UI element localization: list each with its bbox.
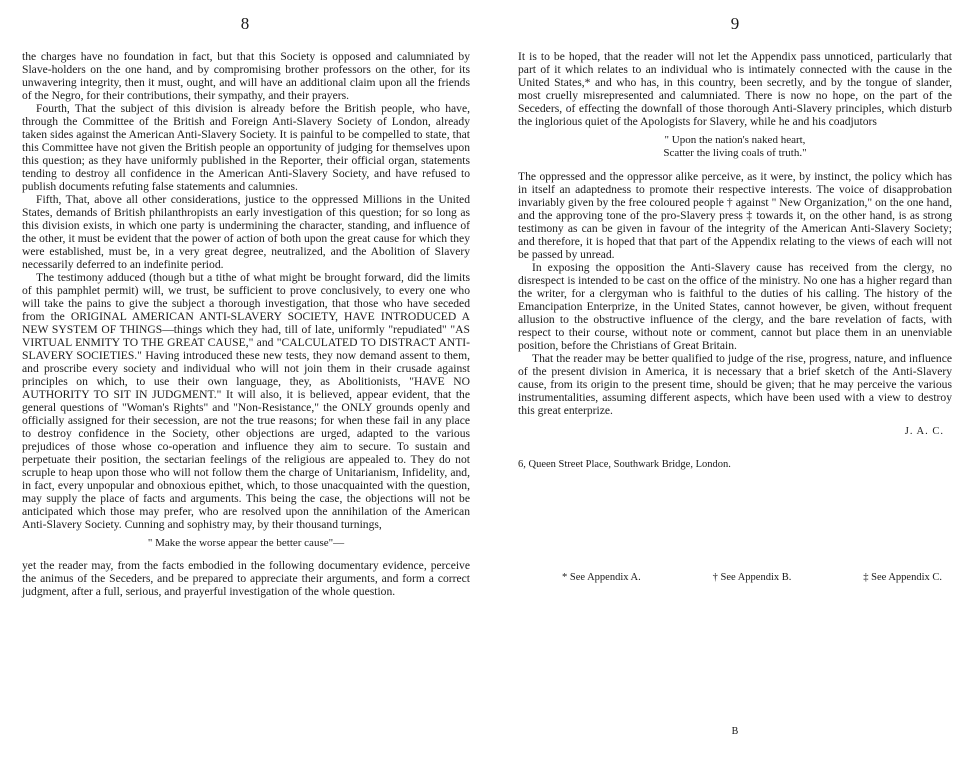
paragraph: That the reader may be better qualified to judge of the rise, progress, nature, and influence of the present division in America, it is necessary that a brief sketch of the Anti-Slavery cause, from its origin to the present time, should be given; that he may perceive the various instrumentalities, assuming different aspects, which have been used with a view to destroy this great enterprize. [518, 352, 952, 417]
paragraph: Fourth, That the subject of this division is already before the British people, who have, through the Committee of the British and Foreign Anti-Slavery Society of London, already taken sides against the American Anti-Slavery Society. It is painful to be compelled to state, that this Committee have not given the British people an opportunity of judging for themselves upon this question; as they have uniformly published in the Reporter, their official organ, statements tending to destroy all confidence in the American Anti-Slavery Society, and have refused to publish documents refuting false statements and calumnies. [22, 102, 470, 193]
right-page [490, 0, 980, 767]
quote-line: Scatter the living coals of truth." [663, 147, 807, 159]
footnote: * See Appendix A. [562, 572, 641, 583]
paragraph: The testimony adduced (though but a tithe of what might be brought forward, did the limits of this pamphlet permit) will, we trust, be sufficient to prove conclusively, to every one who will take the pains to give the subject a thorough investigation, that those who have seceded from the ORIGINAL AMERICAN ANTI-SLAVERY SOCIETY, HAVE INTRODUCED A NEW SYSTEM OF THINGS—things which they had, till of late, uniformly "repudiated" "AS VIRTUAL ENMITY TO THE GREAT CAUSE," and "CALCULATED TO DISTRACT ANTI-SLAVERY SOCIETIES." Having introduced these new tests, they now demand assent to them, and proscribe every society and individual who will not join them in their crusade against principles on which, to use their own language, they, as Abolitionists, "HAVE NO AUTHORITY TO SIT IN JUDGMENT." It will also, it is believed, appear evident, that the general questions of "Woman's Rights" and "Non-Resistance," the ONLY grounds openly and officially assigned for their secession, are not the true reasons; for when these fail in any place to destroy confidence in the Society, other objections are urged, adapted to the various prejudices of those whose co-operation and influence they aim to secure. To sustain and perpetuate their position, the sectarian feelings of the religious are appealed to. They do not scruple to heap upon those who will not follow them the charge of Unitarianism, Infidelity, and, in fact, every unpopular and obnoxious epithet, which, to those unacquainted with the question, may supply the place of facts and arguments. This being the case, the objections will not be anticipated which those may prefer, who are resolved upon the annihilation of the American Anti-Slavery Society. Cunning and sophistry may, by their thousand turnings, [22, 271, 470, 531]
printer-signature-mark: B [731, 726, 739, 737]
right-page-text [518, 50, 952, 471]
block-quote [518, 134, 952, 160]
paragraph: It is to be hoped, that the reader will not let the Appendix pass unnoticed, particularly that part of it which relates to an individual who is intimately connected with the cause in the United States,* and who has, in this country, been secretly, and by the tongue of slander, most cruelly misrepresented and calumniated. There is now no hope, on the part of the Seceders, of effecting the downfall of those thorough Anti-Slavery principles, which disturb the inglorious quiet of the Apologists for Slavery, while he and his coadjutors [518, 50, 952, 128]
address: 6, Queen Street Place, Southwark Bridge, London. [518, 459, 731, 470]
paragraph: Fifth, That, above all other considerations, justice to the oppressed Millions in the United States, demands of British philanthropists an early investigation of this question; for so long as this division exists, in which one party is undermining the character, standing, and influence of the other, it must be evident that the power of action of both upon the great cause for which they were established, must be, in a very great degree, neutralized, and the Abolition of Slavery necessarily deferred to an indefinite period. [22, 193, 470, 271]
left-page-text [22, 50, 470, 598]
page-number: 8 [240, 14, 250, 33]
paragraph: the charges have no foundation in fact, but that this Society is opposed and calumniated by Slave-holders on the one hand, and by compromising brother professors on the other, for its unwavering integrity, then it must, ought, and will have an additional claim upon all the friends of the Negro, for their contributions, their sympathy, and their prayers. [22, 50, 470, 102]
quote-line: " Upon the nation's naked heart, [664, 134, 806, 146]
block-quote: " Make the worse appear the better cause"— [147, 537, 345, 549]
paragraph: The oppressed and the oppressor alike perceive, as it were, by instinct, the policy which has in itself an adaptedness to promote their respective interests. The voice of disapprobation invariably given by the free coloured people † against " New Organization," on the one hand, and the approving tone of the pro-Slavery press ‡ towards it, on the other hand, is as strong testimony as can be given in favour of the integrity of the American Anti-Slavery Society; and therefore, it is hoped that that part of the Appendix relating to the views of each will not be passed by unread. [518, 170, 952, 261]
paragraph: In exposing the opposition the Anti-Slavery cause has received from the clergy, no disrespect is intended to be cast on the office of the ministry. No one has a higher regard than the writer, for a clergyman who is faithful to the duties of his calling. The history of the Emancipation Enterprize, in the United States, cannot however, be given, without frequent allusion to the obstructive influence of the clergy, and the bare revelation of facts, with respect to their course, without note or comment, cannot but place them in an unenviable position, before the Christians of Great Britain. [518, 261, 952, 352]
paragraph: yet the reader may, from the facts embodied in the following documentary evidence, perceive the animus of the Seceders, and be prepared to appreciate their arguments, and form a correct judgment, after a full, serious, and prayerful investigation of the whole question. [22, 559, 470, 598]
page-number: 9 [730, 14, 740, 33]
author-signature: J. A. C. [904, 426, 944, 437]
footnote: ‡ See Appendix C. [863, 572, 942, 583]
footnote: † See Appendix B. [712, 572, 792, 583]
footnotes [562, 572, 942, 583]
